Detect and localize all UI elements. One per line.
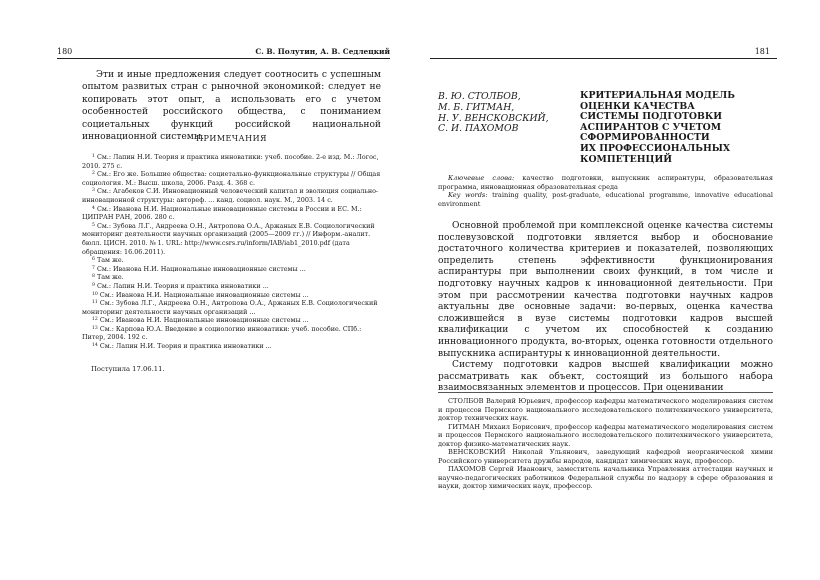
footnote-number: 3 <box>92 188 95 194</box>
authors-block <box>438 92 578 135</box>
about-authors <box>438 397 773 491</box>
footnote-text: См.: Лапин Н.И. Теория и практика инноватики ... <box>99 342 272 351</box>
footnote <box>82 291 381 300</box>
footnote-number: 11 <box>92 300 98 306</box>
received-date: Поступила 17.06.11. <box>91 365 165 373</box>
footnote-number: 5 <box>92 222 95 228</box>
notes-list <box>82 153 381 351</box>
author-name: Н. У. ВЕНСКОВСКИЙ, <box>438 112 549 124</box>
body-paragraph: Основной проблемой при комплексной оценке качества системы послевузовской подготовки является выбор и обоснование достаточного количества критериев и показателей, позволяющих определить степень эффективности функционирования аспирантуры при выполнении своих функций, в том числе и подготовку научных кадров к инновационной деятельности. При этом при рассмотрении качества подготовки научных кадров актуальны две основные задачи: во-первых, оценка качества сложившейся в вузе системы подготовки кадров высшей квалификации с учетом их способностей к созданию инновационного продукта, во-вторых, оценка готовности отдельного выпускника аспирантуры к инновационной деятельности. <box>438 221 773 359</box>
footnote-number: 10 <box>92 291 98 297</box>
author-name: М. Б. ГИТМАН, <box>438 101 515 113</box>
footnote-number: 2 <box>92 171 95 177</box>
footnote <box>82 153 381 170</box>
footnote <box>82 170 381 187</box>
footnote-text: См.: Лапин Н.И. Теория и практика инноватики ... <box>96 281 269 290</box>
footnote-number: 1 <box>92 154 95 159</box>
footnote-number: 14 <box>92 343 98 349</box>
page-number: 181 <box>754 47 770 56</box>
footnote-text: Там же. <box>96 256 124 265</box>
footnote-text: См.: Иванова Н.И. Национальные инновационные системы ... <box>99 316 309 325</box>
title-line: КРИТЕРИАЛЬНАЯ МОДЕЛЬ <box>580 90 735 101</box>
keywords-en-label: Key words: <box>448 191 488 200</box>
footnote-number: 7 <box>92 265 95 271</box>
footnote <box>82 273 381 282</box>
footnote-text: См.: Зубова Л.Г., Андреева О.Н., Антропова О.А., Аржаных Е.В. Социологический мониторинг деятельности научных организаций (2005—2009 гг.) // Информ.-аналит. бюлл. ЦИСН. 2010. № 1. URL: http://www.csrs.ru/inform/IAB/iab1_2010.pdf (дата обращения: 16.06.2011). <box>82 221 375 256</box>
title-line: ИХ ПРОФЕССИОНАЛЬНЫХ <box>580 142 731 154</box>
footnote <box>82 256 381 265</box>
title-line: АСПИРАНТОВ С УЧЕТОМ <box>580 121 722 133</box>
footnote-text: См.: Карпова Ю.А. Введение в социологию инноватики: учеб. пособие. СПб.: Питер, 2004. 192 с. <box>82 324 362 342</box>
title-line: ОЦЕНКИ КАЧЕСТВА <box>580 100 695 112</box>
footnote <box>82 222 381 256</box>
footnote <box>82 282 381 291</box>
footnote <box>82 265 381 274</box>
footnote-text: См.: Его же. Большие общества: социетально-функциональные структуры // Общая социология. М.: Высш. школа, 2006. Разд. 4. 368 с. <box>82 170 381 187</box>
footnote-text: Там же. <box>96 273 124 282</box>
keywords-ru: качество подготовки, выпускник аспирантуры, образовательная программа, инновационная образовательная среда <box>438 174 773 191</box>
footnote <box>82 325 381 342</box>
right-page <box>410 0 820 580</box>
author-name: С. И. ПАХОМОВ <box>438 123 519 135</box>
footnote-number: 4 <box>92 205 95 211</box>
running-head: С. В. Полутин, А. В. Седлецкий <box>255 47 390 56</box>
footnote <box>82 316 381 325</box>
title-line: СИСТЕМЫ ПОДГОТОВКИ <box>580 111 723 123</box>
header-rule <box>57 58 390 59</box>
page-number: 180 <box>57 47 73 56</box>
footnote-number: 12 <box>92 317 98 323</box>
about-rule <box>438 392 773 393</box>
footnote-text: См.: Иванова Н.И. Национальные инновационные системы ... <box>96 264 306 273</box>
intro-text <box>82 69 381 143</box>
footnote <box>82 187 381 204</box>
footnote-text: См.: Иванова Н.И. Национальные инновационные системы ... <box>99 290 309 299</box>
footnote <box>82 299 381 316</box>
footnote <box>82 205 381 222</box>
article-body <box>438 221 773 395</box>
footnote-number: 13 <box>92 325 98 331</box>
article-title <box>580 91 770 165</box>
header-rule <box>430 58 777 59</box>
footnote-text: См.: Зубова Л.Г., Андреева О.Н., Антропова О.А., Аржаных Е.В. Социологический мониторинг деятельности научных организаций ... <box>82 299 378 316</box>
author-name: В. Ю. СТОЛБОВ, <box>438 91 521 102</box>
footnote-number: 9 <box>92 282 95 288</box>
footnote-text: См.: Иванова Н.И. Национальные инновационные системы в России и ЕС. М.: ЦИПРАН РАН, 2006. 280 с. <box>82 204 362 222</box>
footnote <box>82 342 381 351</box>
author-bio: ПАХОМОВ Сергей Иванович, заместитель начальника Управления аттестации научных и научно-педагогических работников Федеральной службы по надзору в сфере образования и науки, доктор химических наук, профессор. <box>438 465 773 490</box>
body-paragraph: Систему подготовки кадров высшей квалификации можно рассматривать как объект, состоящий из большого набора взаимосвязанных элементов и процессов. При оценивании <box>438 360 773 394</box>
notes-heading: ПРИМЕЧАНИЯ <box>195 134 268 143</box>
footnote-text: См.: Лапин Н.И. Теория и практика инноватики: учеб. пособие. 2-е изд. М.: Логос, 2010. 275 с. <box>82 153 379 170</box>
author-bio: ГИТМАН Михаил Борисович, профессор кафедры математического моделирования систем и процессов Пермского национального исследовательского политехнического университета, доктор физико-математических наук. <box>438 422 773 448</box>
footnote-number: 8 <box>92 274 95 280</box>
title-line: СФОРМИРОВАННОСТИ <box>580 132 710 144</box>
keywords-ru-label: Ключевые слова: <box>448 174 515 182</box>
title-line: КОМПЕТЕНЦИЙ <box>580 153 673 165</box>
footnote-number: 6 <box>92 257 95 263</box>
author-bio: ВЕНСКОВСКИЙ Николай Ульянович, заведующий кафедрой неорганической химии Российского университета дружбы народов, кандидат химических наук, профессор. <box>438 448 773 465</box>
keywords-en: training quality, post-graduate, educational programme, innovative educational environment <box>438 191 773 208</box>
keywords-block <box>438 174 773 208</box>
author-bio: СТОЛБОВ Валерий Юрьевич, профессор кафедры математического моделирования систем и процессов Пермского национального исследовательского политехнического университета, доктор технических наук. <box>438 397 773 422</box>
footnote-text: См.: Агабеков С.И. Инновационный человеческий капитал и эволюция социально-инновационной структуры: автореф. ... канд. социол. наук. М., 2003. 14 с. <box>82 187 379 204</box>
intro-paragraph: Эти и иные предложения следует соотносить с успешным опытом развитых стран с рыночной экономикой: следует не копировать этот опыт, а использовать его с учетом особенностей российского общества, с пониманием социетальных функций российской национальной инновационной системы. <box>82 70 381 143</box>
